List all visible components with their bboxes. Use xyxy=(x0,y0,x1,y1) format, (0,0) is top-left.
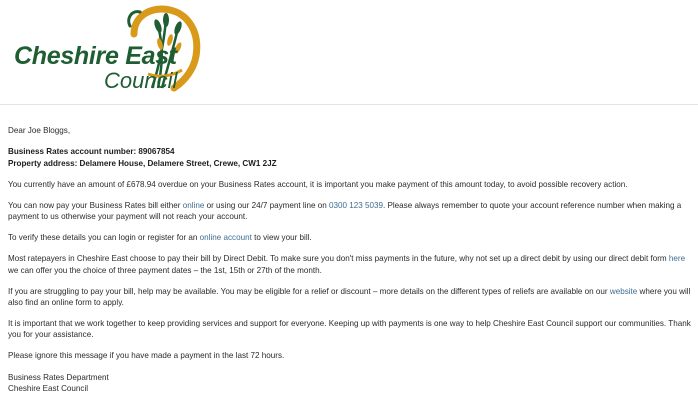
verify-text-1: To verify these details you can login or register for an xyxy=(8,233,200,243)
relief-paragraph xyxy=(8,286,694,309)
header-divider xyxy=(0,104,698,105)
support-paragraph: It is important that we work together to keep providing services and support for everyone. Keeping up with payments is one way to help Cheshire East Council support our communities. Thank you for your assistance. xyxy=(8,319,691,340)
ignore-paragraph: Please ignore this message if you have made a payment in the last 72 hours. xyxy=(8,351,285,361)
debit-text-2: we can offer you the choice of three payment dates – the 1st, 15th or 27th of the month. xyxy=(8,265,322,275)
brand-name-line1: Cheshire East xyxy=(14,42,177,70)
payment-text-2: or using our 24/7 payment line on xyxy=(204,200,329,210)
payment-options-paragraph xyxy=(8,200,694,223)
email-body xyxy=(8,125,694,395)
property-address: Property address: Delamere House, Delamere Street, Crewe, CW1 2JZ xyxy=(8,158,277,168)
relief-text-1: If you are struggling to pay your bill, help may be available. You may be eligible for a relief or discount – more details on the different types of reliefs are available on our xyxy=(8,286,610,296)
brand-name-line2: Council xyxy=(104,68,178,93)
council-logo xyxy=(12,4,212,100)
website-link[interactable]: website xyxy=(609,286,638,296)
relief-text-2: where you will also find an online form to apply. xyxy=(8,286,691,308)
email-header xyxy=(0,0,698,104)
payment-phone-link[interactable]: 0300 123 5039 xyxy=(328,200,383,210)
online-payment-link[interactable]: online xyxy=(182,200,205,210)
overdue-paragraph: You currently have an amount of £678.94 overdue on your Business Rates account, it is important you make payment of this amount today, to avoid possible recovery action. xyxy=(8,179,628,189)
salutation: Dear Joe Bloggs, xyxy=(8,126,71,135)
signature-department: Business Rates Department xyxy=(8,372,109,382)
verify-text-2: to view your bill. xyxy=(251,233,312,243)
direct-debit-link[interactable]: here xyxy=(668,254,686,264)
direct-debit-paragraph xyxy=(8,253,694,276)
account-number: Business Rates account number: 89067854 xyxy=(8,147,175,157)
payment-text-1: You can now pay your Business Rates bill either xyxy=(8,200,183,210)
signature-council: Cheshire East Council xyxy=(8,384,89,394)
verify-paragraph xyxy=(8,232,694,243)
payment-text-3: . Please always remember to quote your account reference number when making a payment to us otherwise your payment will not reach your account. xyxy=(8,200,682,222)
online-account-link[interactable]: online account xyxy=(199,233,252,243)
debit-text-1: Most ratepayers in Cheshire East choose to pay their bill by Direct Debit. To make sure you don't miss payments in the future, why not set up a direct debit by using our direct debit form xyxy=(8,254,669,264)
